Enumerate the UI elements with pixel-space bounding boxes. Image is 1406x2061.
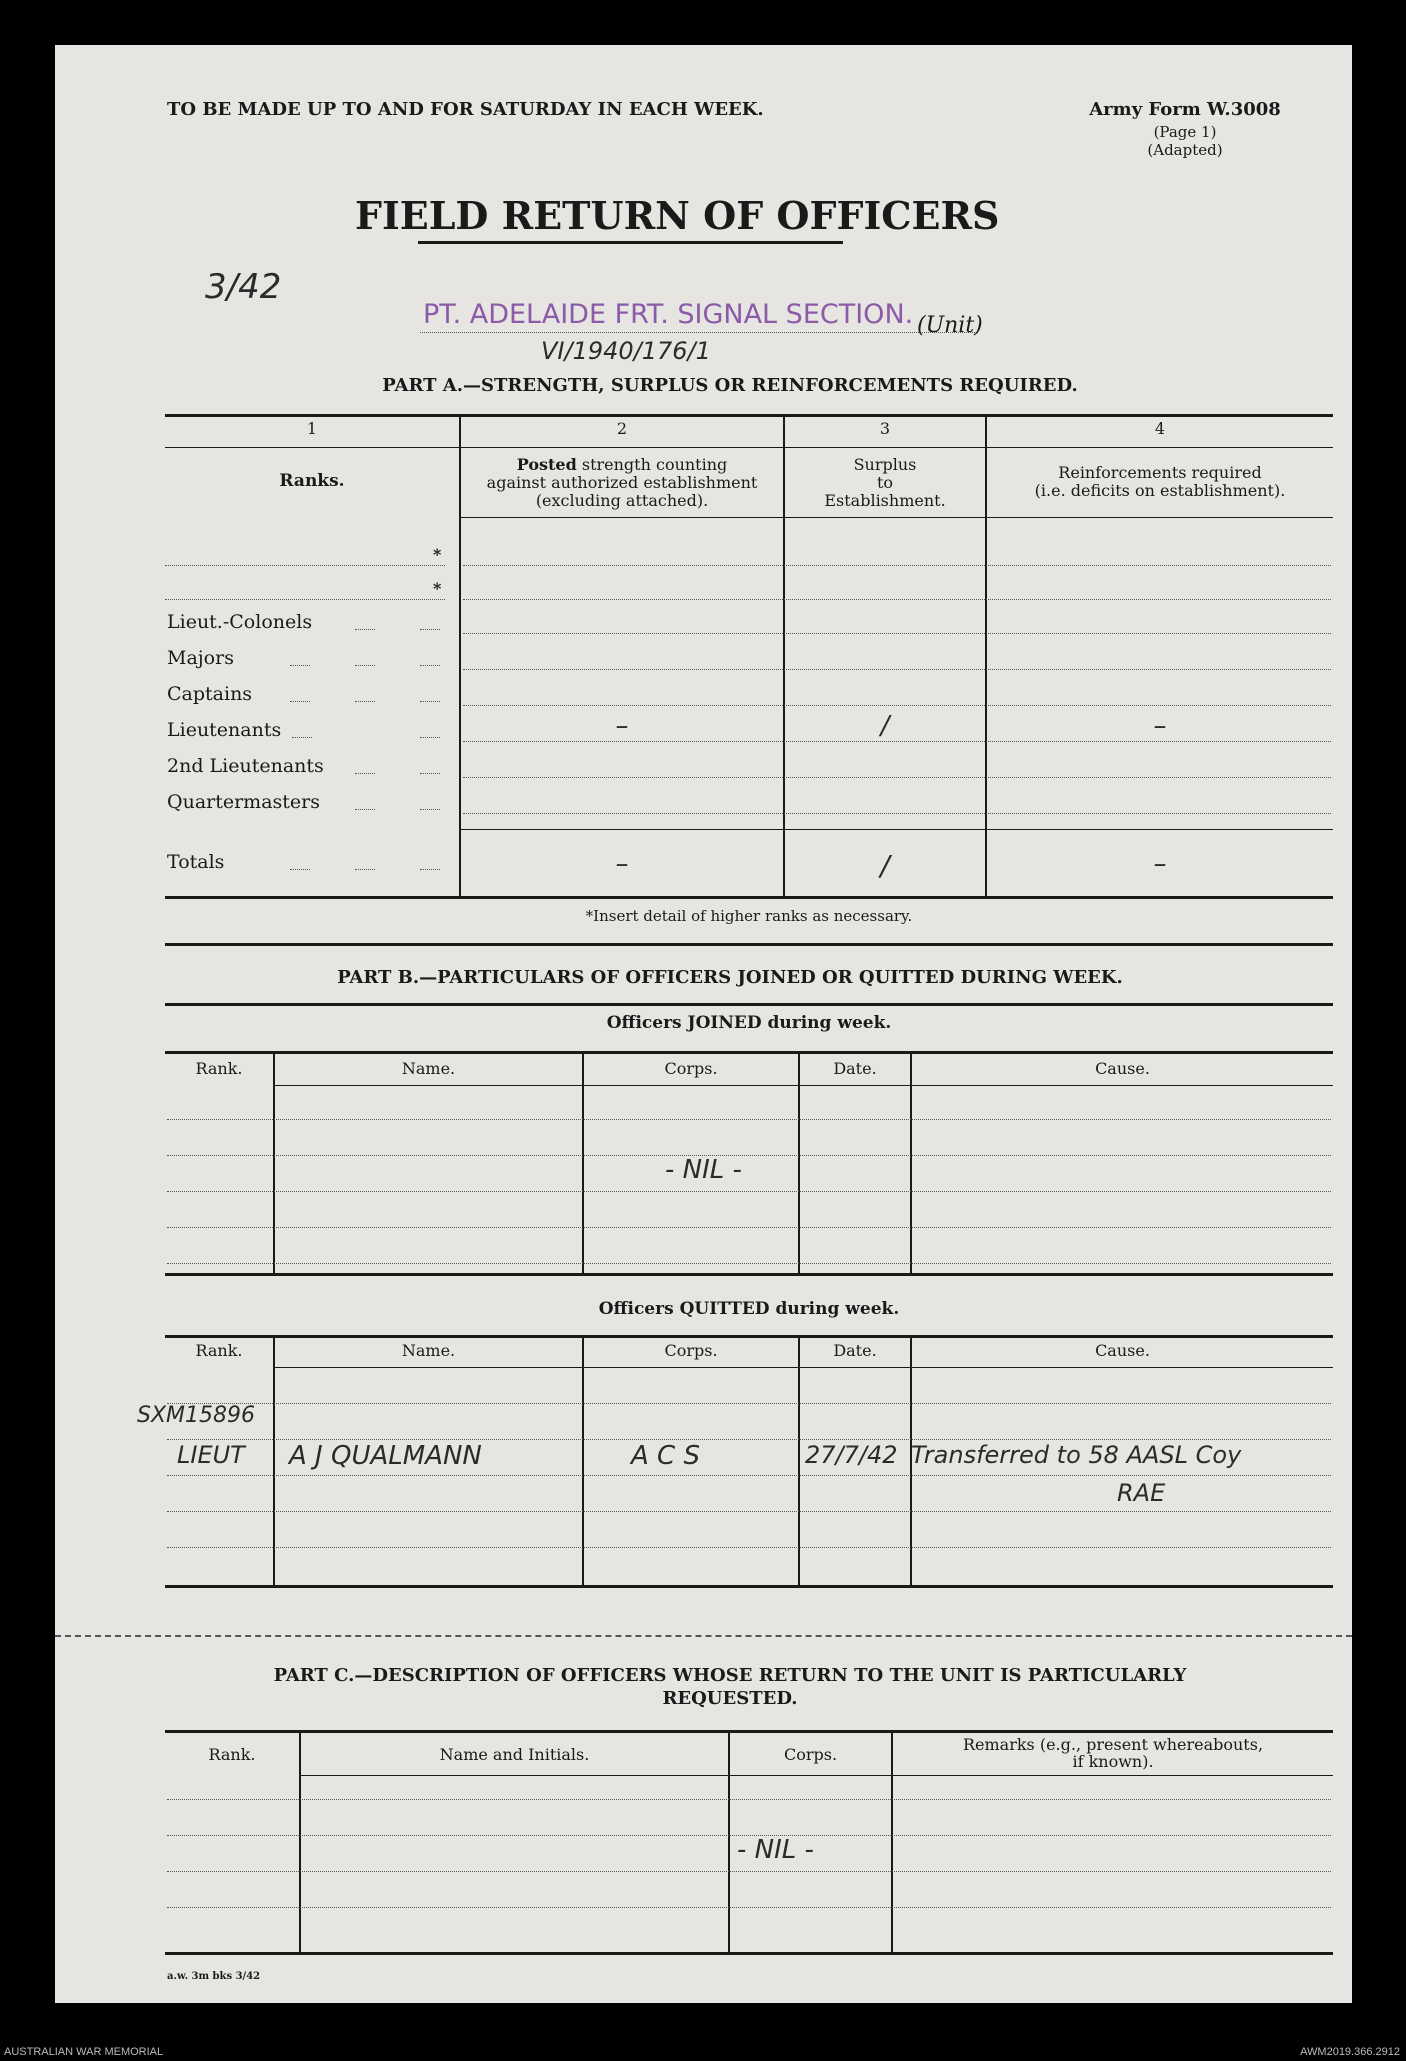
perforation-line <box>55 1635 1352 1637</box>
leader-dots <box>290 701 310 702</box>
part-b-top-rule <box>165 1003 1333 1006</box>
unit-label: (Unit) <box>917 313 983 338</box>
part-c-col-divider <box>299 1732 301 1954</box>
posted-header-1: strength counting <box>576 455 728 474</box>
joined-col-cause: Cause. <box>1095 1059 1150 1078</box>
rank-label: Captains <box>167 683 253 705</box>
part-c-nil-entry: - NIL - <box>737 1835 814 1865</box>
part-a-header-rule <box>460 517 1333 518</box>
quitted-col-date: Date. <box>833 1341 877 1360</box>
surplus-header-3: Establishment. <box>824 491 946 510</box>
posted-header-2: against authorized establishment <box>486 473 758 492</box>
quitted-title: Officers QUITTED during week. <box>598 1299 900 1319</box>
star-row-dots <box>165 565 445 566</box>
joined-row-rule <box>167 1227 1331 1228</box>
leader-dots <box>355 809 375 810</box>
joined-col-name: Name. <box>401 1059 456 1078</box>
quitted-col-divider <box>798 1337 800 1587</box>
leader-dots <box>420 773 440 774</box>
footnote: *Insert detail of higher ranks as necessary. <box>585 907 913 925</box>
quitted-col-divider <box>582 1337 584 1587</box>
joined-bottom-rule <box>165 1273 1333 1276</box>
row-rule <box>463 669 1331 670</box>
quitted-bottom-rule <box>165 1585 1333 1588</box>
surplus-header-1: Surplus <box>853 455 917 474</box>
part-a-footnote-rule <box>165 943 1333 946</box>
joined-row-rule <box>167 1155 1331 1156</box>
part-a-bottom-rule <box>165 896 1333 899</box>
row-rule <box>463 741 1331 742</box>
part-c-row-rule <box>167 1799 1331 1800</box>
quitted-row-rule <box>167 1547 1331 1548</box>
joined-title: Officers JOINED during week. <box>606 1013 892 1033</box>
col-number-1: 1 <box>306 419 318 438</box>
leader-dots <box>355 773 375 774</box>
part-c-title-1: PART C.—DESCRIPTION OF OFFICERS WHOSE RETURN TO THE UNIT IS PARTICULARLY <box>273 1665 1187 1686</box>
rank-label: Quartermasters <box>167 791 320 813</box>
lieutenants-surplus: / <box>880 711 890 741</box>
leader-dots <box>355 701 375 702</box>
row-rule <box>463 777 1331 778</box>
row-rule <box>463 705 1331 706</box>
quitted-date: 27/7/42 <box>805 1441 898 1469</box>
part-a-top-rule <box>165 414 1333 417</box>
totals-reinforcements: – <box>1153 849 1167 879</box>
quitted-col-corps: Corps. <box>664 1341 718 1360</box>
part-c-top-rule <box>165 1730 1333 1733</box>
star-row-dots <box>165 599 445 600</box>
joined-col-divider <box>273 1053 275 1275</box>
quitted-row-rule <box>167 1511 1331 1512</box>
lieutenants-posted: – <box>615 711 629 741</box>
footer-credit: AUSTRALIAN WAR MEMORIAL <box>4 2046 164 2058</box>
leader-dots <box>355 629 375 630</box>
reinforcements-header-2: (i.e. deficits on establishment). <box>1034 481 1286 500</box>
part-c-subheader-rule <box>301 1775 1333 1776</box>
quitted-row-rule <box>167 1403 1331 1404</box>
ranks-header: Ranks. <box>279 471 345 491</box>
star-mark: * <box>433 545 442 564</box>
quitted-col-name: Name. <box>401 1341 456 1360</box>
title-underline <box>418 241 843 244</box>
quitted-name: A J QUALMANN <box>289 1441 482 1471</box>
joined-col-corps: Corps. <box>664 1059 718 1078</box>
totals-rule <box>460 829 1333 830</box>
star-mark: * <box>433 579 442 598</box>
reinforcements-header-1: Reinforcements required <box>1058 463 1262 482</box>
col-number-4: 4 <box>1154 419 1166 438</box>
joined-nil-entry: - NIL - <box>665 1155 742 1185</box>
quitted-col-divider <box>273 1337 275 1587</box>
quitted-col-cause: Cause. <box>1095 1341 1150 1360</box>
joined-col-date: Date. <box>833 1059 877 1078</box>
leader-dots <box>420 809 440 810</box>
part-a-title: PART A.—STRENGTH, SURPLUS OR REINFORCEMENTS REQUIRED. <box>382 375 1078 396</box>
rank-label: 2nd Lieutenants <box>167 755 324 777</box>
quitted-rank: LIEUT <box>177 1441 245 1469</box>
print-code: a.w. 3m bks 3/42 <box>167 1971 261 1982</box>
joined-col-divider <box>798 1053 800 1275</box>
col-number-2: 2 <box>616 419 628 438</box>
part-c-col-remarks-1: Remarks (e.g., present whereabouts, <box>962 1735 1264 1754</box>
leader-dots <box>420 869 440 870</box>
form-number: Army Form W.3008 <box>1089 99 1281 120</box>
quitted-number: SXM15896 <box>137 1403 256 1428</box>
totals-surplus: / <box>880 849 890 882</box>
part-c-bottom-rule <box>165 1952 1333 1955</box>
joined-row-rule <box>167 1191 1331 1192</box>
part-c-col-rank: Rank. <box>208 1745 256 1764</box>
lieutenants-reinforcements: – <box>1153 711 1167 741</box>
posted-bold: Posted <box>516 455 577 474</box>
leader-dots <box>420 701 440 702</box>
totals-label: Totals <box>167 851 225 873</box>
part-c-col-remarks-2: if known). <box>1072 1752 1154 1771</box>
posted-header-3: (excluding attached). <box>535 491 709 510</box>
row-rule <box>463 633 1331 634</box>
form-adapted: (Adapted) <box>1147 141 1223 159</box>
quitted-cause-1: Transferred to 58 AASL Coy <box>911 1441 1242 1469</box>
part-c-row-rule <box>167 1907 1331 1908</box>
joined-col-divider <box>910 1053 912 1275</box>
leader-dots <box>290 665 310 666</box>
quitted-header-rule <box>165 1335 1333 1338</box>
unit-stamp: PT. ADELAIDE FRT. SIGNAL SECTION. <box>423 299 914 330</box>
surplus-header-2: to <box>876 473 894 492</box>
part-c-col-divider <box>728 1732 730 1954</box>
rank-label: Majors <box>167 647 234 669</box>
leader-dots <box>420 629 440 630</box>
quitted-cause-2: RAE <box>1117 1479 1166 1507</box>
row-rule <box>463 813 1331 814</box>
part-a-number-rule <box>165 447 1333 448</box>
row-rule <box>463 599 1331 600</box>
joined-subheader-rule <box>275 1085 1333 1086</box>
joined-row-rule <box>167 1119 1331 1120</box>
rank-label: Lieut.-Colonels <box>167 611 313 633</box>
part-c-col-name: Name and Initials. <box>439 1745 590 1764</box>
joined-header-rule <box>165 1051 1333 1054</box>
page-title: FIELD RETURN OF OFFICERS <box>355 193 1000 238</box>
joined-col-divider <box>582 1053 584 1275</box>
quitted-corps: A C S <box>631 1441 700 1471</box>
quitted-row-rule <box>167 1475 1331 1476</box>
instruction-text: TO BE MADE UP TO AND FOR SATURDAY IN EACH WEEK. <box>167 99 764 120</box>
handwritten-ref: VI/1940/176/1 <box>541 337 711 365</box>
quitted-col-rank: Rank. <box>195 1341 243 1360</box>
leader-dots <box>355 869 375 870</box>
leader-dots <box>290 869 310 870</box>
col-number-3: 3 <box>879 419 891 438</box>
leader-dots <box>292 737 312 738</box>
form-sheet <box>55 45 1352 2003</box>
part-c-row-rule <box>167 1871 1331 1872</box>
unit-dotted-line <box>420 332 977 333</box>
leader-dots <box>355 665 375 666</box>
form-page: (Page 1) <box>1153 123 1217 141</box>
posted-header <box>461 455 783 474</box>
joined-col-rank: Rank. <box>195 1059 243 1078</box>
row-rule <box>463 565 1331 566</box>
handwritten-date: 3/42 <box>205 267 282 307</box>
joined-row-rule <box>167 1263 1331 1264</box>
part-c-title-2: REQUESTED. <box>662 1688 798 1709</box>
quitted-subheader-rule <box>275 1367 1333 1368</box>
part-c-col-corps: Corps. <box>783 1745 838 1764</box>
totals-posted: – <box>615 849 629 879</box>
part-b-title: PART B.—PARTICULARS OF OFFICERS JOINED OR QUITTED DURING WEEK. <box>337 967 1123 988</box>
quitted-row-rule <box>167 1439 1331 1440</box>
rank-label: Lieutenants <box>167 719 282 741</box>
footer-accession: AWM2019.366.2912 <box>1300 2046 1400 2058</box>
leader-dots <box>420 737 440 738</box>
leader-dots <box>420 665 440 666</box>
